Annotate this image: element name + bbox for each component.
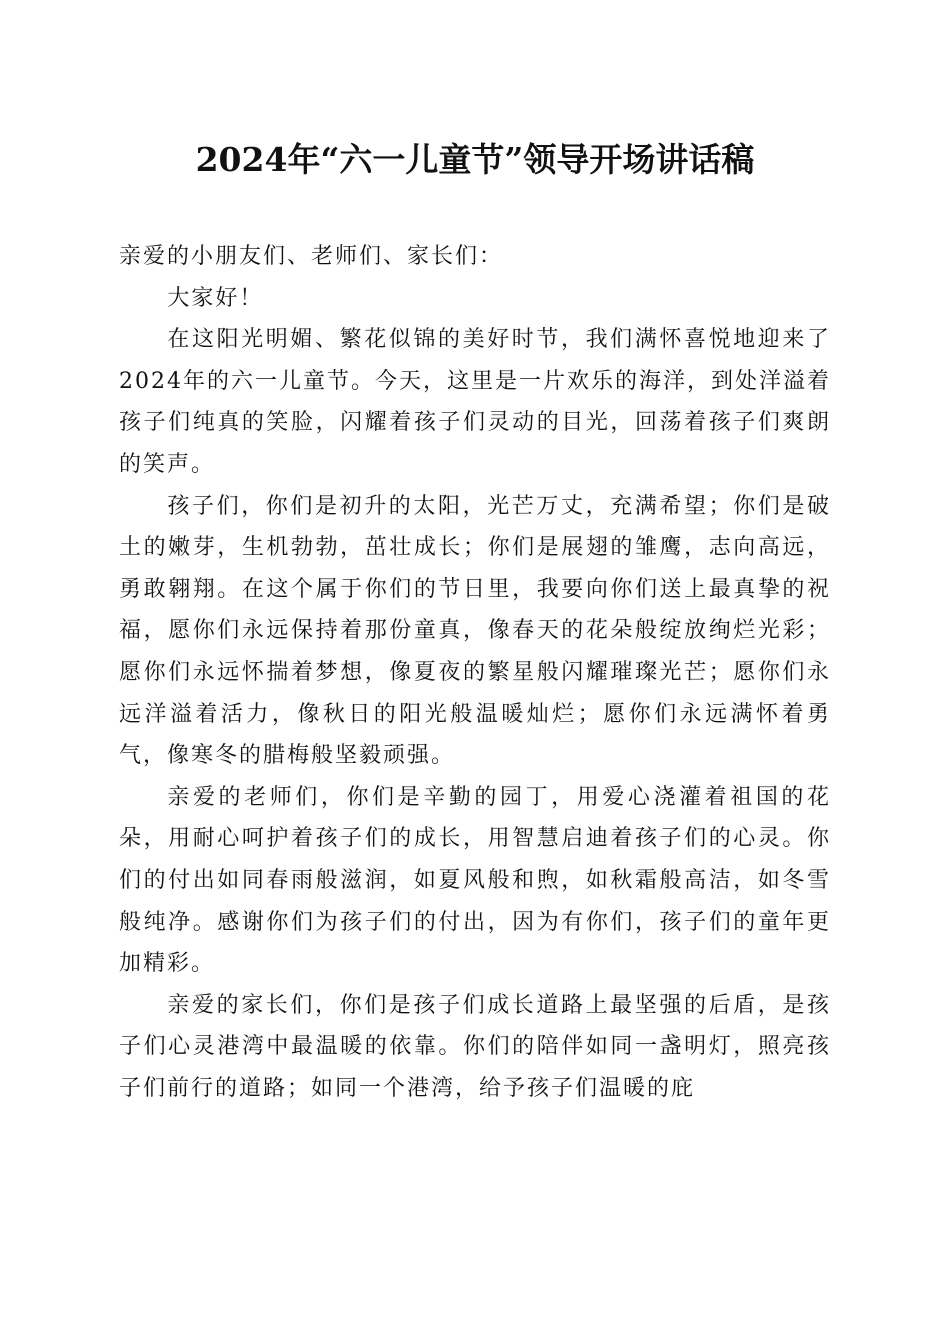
salutation: 亲爱的小朋友们、老师们、家长们： [119, 244, 504, 269]
document-body [119, 236, 831, 1109]
paragraph-parents: 亲爱的家长们，你们是孩子们成长道路上最坚强的后盾，是孩子们心灵港湾中最温暖的依靠。你们的陪伴如同一盏明灯，照亮孩子们前行的道路；如同一个港湾，给予孩子们温暖的庇 [119, 992, 831, 1101]
paragraph-opening: 在这阳光明媚、繁花似锦的美好时节，我们满怀喜悦地迎来了2024年的六一儿童节。今天，这里是一片欢乐的海洋，到处洋溢着孩子们纯真的笑脸，闪耀着孩子们灵动的目光，回荡着孩子们爽朗的笑声。 [119, 327, 831, 477]
document-title: 2024年“六一儿童节”领导开场讲话稿 [195, 140, 755, 179]
paragraph-teachers: 亲爱的老师们，你们是辛勤的园丁，用爱心浇灌着祖国的花朵，用耐心呵护着孩子们的成长，用智慧启迪着孩子们的心灵。你们的付出如同春雨般滋润，如夏风般和煦，如秋霜般高洁，如冬雪般纯净。感谢你们为孩子们的付出，因为有你们，孩子们的童年更加精彩。 [119, 784, 831, 977]
paragraph-greeting: 大家好！ [167, 285, 264, 311]
paragraph-children: 孩子们，你们是初升的太阳，光芒万丈，充满希望；你们是破土的嫩芽，生机勃勃，茁壮成长；你们是展翅的雏鹰，志向高远，勇敢翱翔。在这个属于你们的节日里，我要向你们送上最真挚的祝福，愿你们永远保持着那份童真，像春天的花朵般绽放绚烂光彩；愿你们永远怀揣着梦想，像夏夜的繁星般闪耀璀璨光芒；愿你们永远洋溢着活力，像秋日的阳光般温暖灿烂；愿你们永远满怀着勇气，像寒冬的腊梅般坚毅顽强。 [119, 493, 831, 769]
